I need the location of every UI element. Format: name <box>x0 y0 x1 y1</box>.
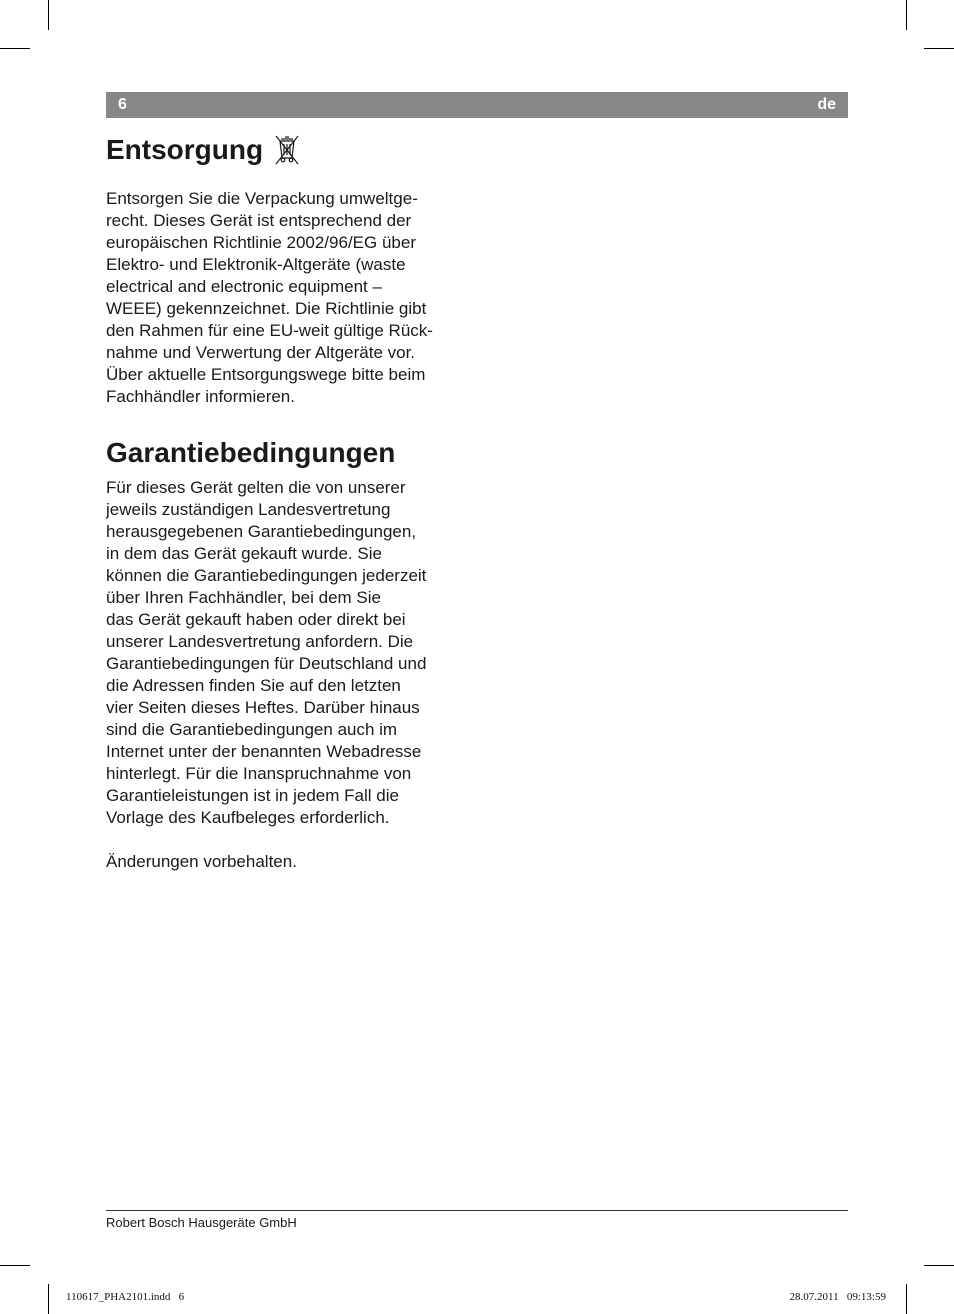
text-line: Über aktuelle Entsorgungswege bitte beim <box>106 365 426 384</box>
slug-filename: 110617_PHA2101.indd 6 <box>66 1291 185 1303</box>
text-line: Vorlage des Kaufbeleges erforderlich. <box>106 808 390 827</box>
text-line: hinterlegt. Für die Inanspruchnahme von <box>106 764 412 783</box>
crop-mark <box>0 48 30 49</box>
section-body-garantiebedingungen <box>106 477 426 873</box>
text-line: in dem das Gerät gekauft wurde. Sie <box>106 544 382 563</box>
text-line: europäischen Richtlinie 2002/96/EG über <box>106 233 416 252</box>
text-line: Garantiebedingungen für Deutschland und <box>106 654 427 673</box>
slug-timestamp: 28.07.2011 09:13:59 <box>789 1291 886 1303</box>
crop-mark <box>906 0 907 30</box>
text-line: Elektro- und Elektronik-Altgeräte (waste <box>106 255 406 274</box>
language-code: de <box>817 96 836 113</box>
text-line: können die Garantiebedingungen jederzeit <box>106 566 427 585</box>
crop-mark <box>48 0 49 30</box>
section-body-entsorgung <box>106 188 433 408</box>
change-note: Änderungen vorbehalten. <box>106 852 297 871</box>
text-line: recht. Dieses Gerät ist entsprechend der <box>106 211 412 230</box>
text-line: das Gerät gekauft haben oder direkt bei <box>106 610 406 629</box>
page-header-bar <box>106 92 848 118</box>
crop-mark <box>924 1265 954 1266</box>
text-line: electrical and electronic equipment – <box>106 277 382 296</box>
text-line: Entsorgen Sie die Verpackung umweltge- <box>106 189 418 208</box>
footer-company: Robert Bosch Hausgeräte GmbH <box>106 1215 297 1230</box>
text-line <box>106 829 426 851</box>
crop-mark <box>48 1284 49 1314</box>
text-line: sind die Garantiebedingungen auch im <box>106 720 398 739</box>
text-line: jeweils zuständigen Landesvertretung <box>106 500 391 519</box>
text-line: vier Seiten dieses Heftes. Darüber hinaus <box>106 698 420 717</box>
text-line: den Rahmen für eine EU-weit gültige Rück- <box>106 321 433 340</box>
text-line: unserer Landesvertretung anfordern. Die <box>106 632 414 651</box>
text-line: herausgegebenen Garantiebedingungen, <box>106 522 417 541</box>
section-heading-garantiebedingungen: Garantiebedingungen <box>106 437 396 468</box>
text-line: WEEE) gekennzeichnet. Die Richtlinie gibt <box>106 299 427 318</box>
text-line: über Ihren Fachhändler, bei dem Sie <box>106 588 382 607</box>
text-line: nahme und Verwertung der Altgeräte vor. <box>106 343 416 362</box>
page-number: 6 <box>118 96 127 113</box>
footer-divider <box>106 1210 848 1211</box>
section-heading-entsorgung: Entsorgung <box>106 134 264 165</box>
crossed-wheelie-bin-icon <box>272 134 302 166</box>
crop-mark <box>0 1265 30 1266</box>
text-line: die Adressen finden Sie auf den letzten <box>106 676 401 695</box>
crop-mark <box>906 1284 907 1314</box>
text-line: Für dieses Gerät gelten die von unserer <box>106 478 406 497</box>
text-line: Garantieleistungen ist in jedem Fall die <box>106 786 399 805</box>
crop-mark <box>924 48 954 49</box>
text-line: Internet unter der benannten Webadresse <box>106 742 422 761</box>
text-line: Fachhändler informieren. <box>106 387 295 406</box>
